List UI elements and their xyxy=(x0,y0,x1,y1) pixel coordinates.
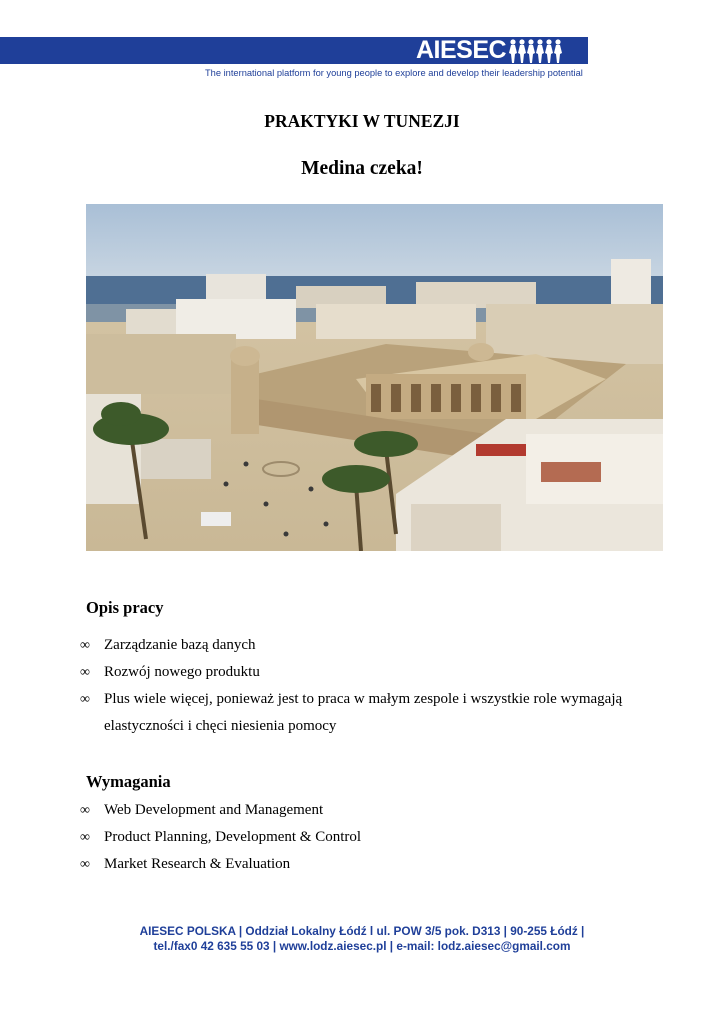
page-title: PRAKTYKI W TUNEZJI xyxy=(264,111,460,131)
list-item-text: Plus wiele więcej, ponieważ jest to praca w małym zespole i wszystkie role wymagają elastyczności i chęci niesienia pomocy xyxy=(104,691,623,734)
requirements-list xyxy=(80,797,674,878)
footer-contact xyxy=(0,924,724,954)
job-description-heading: Opis pracy xyxy=(86,598,164,617)
job-description-list xyxy=(80,632,674,740)
list-item xyxy=(80,686,674,740)
page-subtitle: Medina czeka! xyxy=(301,158,423,179)
logo-text: AIESEC xyxy=(416,36,507,64)
footer-address: AIESEC POLSKA | Oddział Lokalny Łódź l ul. POW 3/5 pok. D313 | 90-255 Łódź | xyxy=(139,924,585,938)
list-item xyxy=(80,851,674,878)
list-item xyxy=(80,632,674,659)
list-item-text: Zarządzanie bazą danych xyxy=(104,637,256,653)
list-item-text: Rozwój nowego produktu xyxy=(104,664,260,680)
infinity-bullet-icon: ∞ xyxy=(80,638,90,653)
list-item xyxy=(80,659,674,686)
list-item xyxy=(80,797,674,824)
infinity-bullet-icon: ∞ xyxy=(80,665,90,680)
infinity-bullet-icon: ∞ xyxy=(80,857,90,872)
tagline: The international platform for young people to explore and develop their leadership potential xyxy=(205,68,583,78)
people-silhouettes-icon xyxy=(508,37,564,64)
infinity-bullet-icon: ∞ xyxy=(80,692,90,707)
list-item-text: Product Planning, Development & Control xyxy=(104,829,362,845)
requirements-heading: Wymagania xyxy=(86,772,171,791)
footer-contact-line: tel./fax0 42 635 55 03 | www.lodz.aiesec.pl | e-mail: lodz.aiesec@gmail.com xyxy=(153,939,571,953)
medina-photo xyxy=(86,204,663,551)
infinity-bullet-icon: ∞ xyxy=(80,803,90,818)
infinity-bullet-icon: ∞ xyxy=(80,830,90,845)
list-item-text: Market Research & Evaluation xyxy=(104,856,291,872)
list-item-text: Web Development and Management xyxy=(104,802,324,818)
aiesec-logo xyxy=(416,37,564,64)
list-item xyxy=(80,824,674,851)
